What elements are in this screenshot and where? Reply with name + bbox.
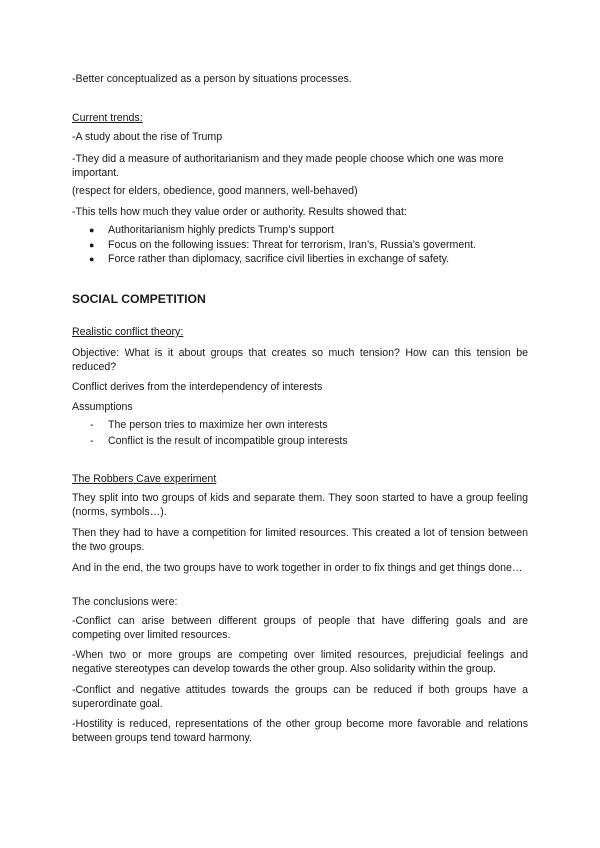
dash-marker: - [90, 435, 94, 447]
intro-line: -Better conceptualized as a person by situations processes. [72, 73, 352, 85]
bullet-text: Authoritarianism highly predicts Trump’s support [108, 224, 334, 236]
assumption-text: The person tries to maximize her own interests [108, 419, 328, 431]
dash-marker: - [90, 419, 94, 431]
robbers-paragraph-7: -Conflict and negative attitudes towards the groups can be reduced if both groups have a superordinate goal. [72, 684, 528, 710]
trends-line-4: -This tells how much they value order or authority. Results showed that: [72, 206, 407, 218]
section-title: SOCIAL COMPETITION [72, 292, 206, 306]
robbers-paragraph-8: -Hostility is reduced, representations of the other group become more favorable and relations between groups tend toward harmony. [72, 718, 528, 744]
assumptions-label: Assumptions [72, 401, 133, 413]
trends-line-1: -A study about the rise of Trump [72, 131, 223, 143]
list-item [72, 223, 528, 238]
bullet-text: Force rather than diplomacy, sacrifice civil liberties in exchange of safety. [108, 253, 450, 265]
bullet-text: Focus on the following issues: Threat for terrorism, Iran’s, Russia’s goverment. [108, 238, 476, 251]
trends-line-2: -They did a measure of authoritarianism and they made people choose which one was more important. [72, 153, 504, 179]
list-item [72, 418, 528, 434]
trends-line-3: (respect for elders, obedience, good manners, well-behaved) [72, 185, 358, 197]
trends-bullet-list [72, 223, 528, 267]
objective-paragraph: Objective: What is it about groups that creates so much tension? How can this tension be reduced? [72, 347, 528, 373]
bullet-icon: ● [89, 254, 95, 264]
list-item [72, 252, 528, 267]
assumption-text: Conflict is the result of incompatible group interests [108, 435, 348, 447]
bullet-icon: ● [89, 225, 95, 235]
assumptions-list [72, 418, 528, 450]
bullet-icon: ● [89, 239, 95, 250]
conflict-line: Conflict derives from the interdependency of interests [72, 381, 323, 393]
current-trends-heading: Current trends: [72, 112, 143, 124]
robbers-paragraph-1: They split into two groups of kids and separate them. They soon started to have a group feeling (norms, symbols…). [72, 492, 528, 518]
robbers-cave-heading: The Robbers Cave experiment [72, 473, 217, 485]
list-item [72, 238, 528, 253]
robbers-paragraph-4: The conclusions were: [72, 596, 178, 608]
list-item [72, 434, 528, 450]
robbers-paragraph-2: Then they had to have a competition for limited resources. This created a lot of tension between the two groups. [72, 527, 528, 553]
robbers-paragraph-6: -When two or more groups are competing over limited resources, prejudicial feelings and negative stereotypes can develop towards the other group. Also solidarity within the group. [72, 649, 528, 675]
robbers-paragraph-3: And in the end, the two groups have to work together in order to fix things and get things done… [72, 562, 523, 574]
realistic-conflict-heading: Realistic conflict theory: [72, 326, 184, 338]
robbers-paragraph-5: -Conflict can arise between different groups of people that have differing goals and are competing over limited resources. [72, 615, 528, 641]
